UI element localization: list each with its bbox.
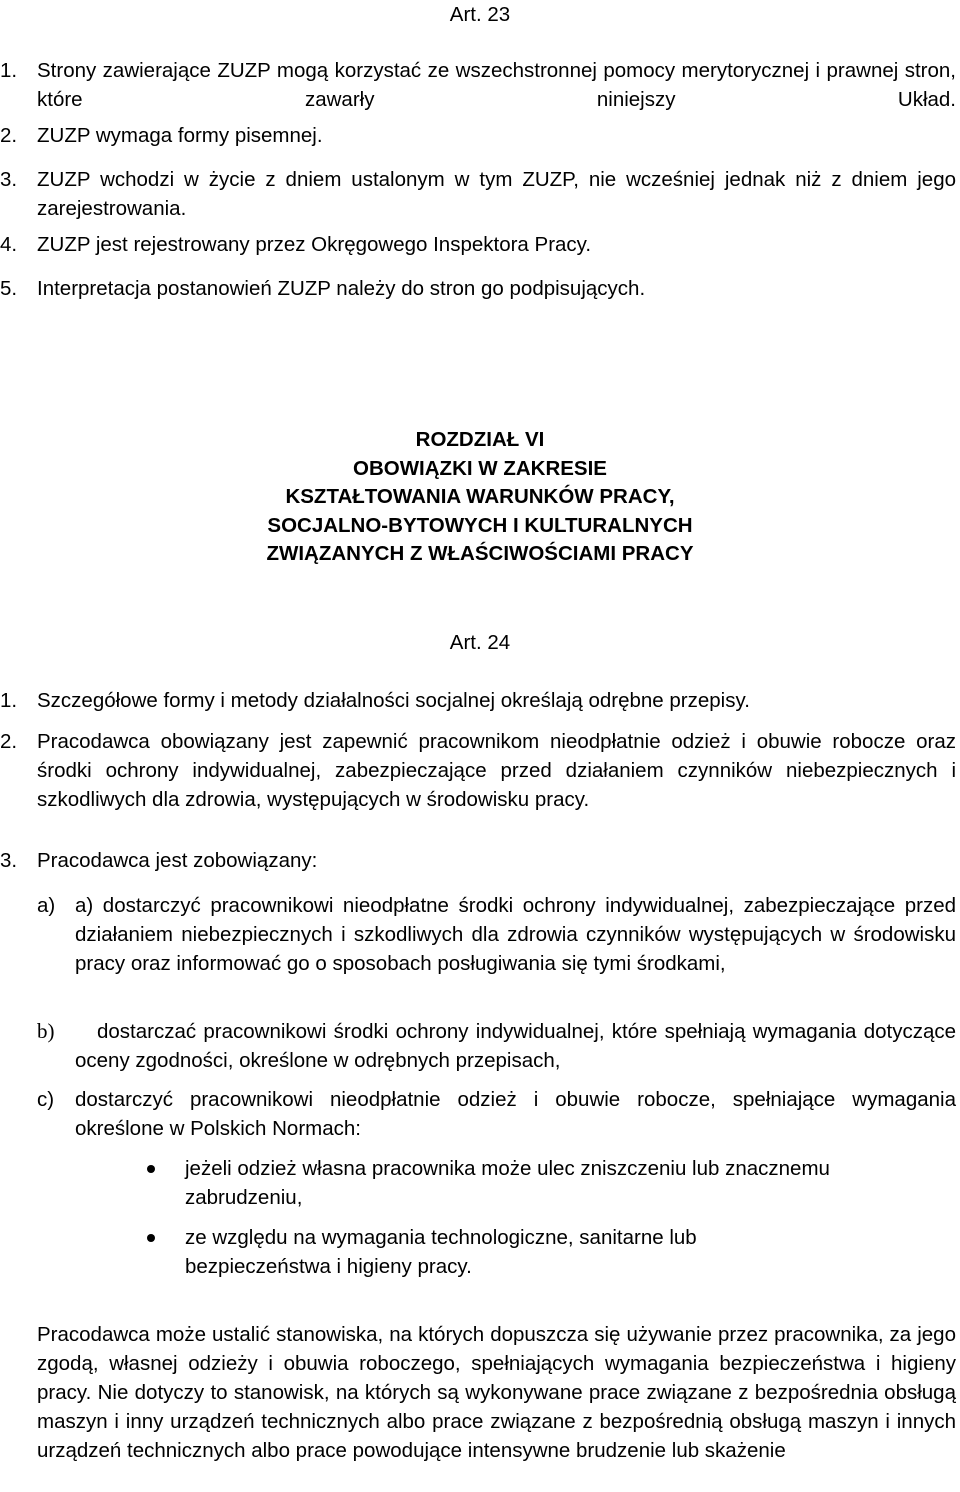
item-text: Pracodawca obowiązany jest zapewnić pracownikom nieodpłatnie odzież i obuwie robocze oraz środki ochrony indywidualnej, zabezpieczające przed działaniem czynników niebezpiecznych i szkodliwych dla zdrowia, występujących w środowisku pracy. <box>37 730 956 811</box>
item-number: 5. <box>0 277 18 300</box>
sub-item-label: a) <box>37 894 56 917</box>
item-text: Interpretacja postanowień ZUZP należy do stron go podpisujących. <box>37 277 646 300</box>
bullet-text: ze względu na wymagania technologiczne, sanitarne lub bezpieczeństwa i higieny pracy. <box>185 1226 697 1278</box>
item-text: Pracodawca jest zobowiązany: <box>37 849 318 872</box>
item-text: Szczegółowe formy i metody działalności socjalnej określają odrębne przepisy. <box>37 689 750 712</box>
chapter-heading-line: SOCJALNO-BYTOWYCH I KULTURALNYCH <box>267 513 693 537</box>
item-number: 2. <box>0 124 18 147</box>
item-number: 3. <box>0 168 18 191</box>
sub-item-text: a) dostarczyć pracownikowi nieodpłatne środki ochrony indywidualnej, zabezpieczające przed działaniem niebezpiecznych i szkodliwych dla zdrowia czynników występujących w środowisku pracy oraz informować go o sposobach posługiwania się tymi środkami, <box>75 894 956 975</box>
sub-item-label: c) <box>37 1088 55 1111</box>
bullet-dot-icon <box>147 1165 155 1173</box>
article-title-24: Art. 24 <box>449 631 511 654</box>
sub-item-text: dostarczyć pracownikowi nieodpłatnie odzież i obuwie robocze, spełniające wymagania określone w Polskich Normach: <box>75 1088 956 1140</box>
item-number: 1. <box>0 59 18 82</box>
chapter-heading-line: KSZTAŁTOWANIA WARUNKÓW PRACY, <box>285 485 675 508</box>
sub-item-text: dostarczać pracownikowi środki ochrony indywidualnej, które spełniają wymagania dotyczące oceny zgodności, określone w odrębnych przepisach, <box>75 1020 956 1072</box>
article-title-23: Art. 23 <box>449 3 511 26</box>
item-text: ZUZP jest rejestrowany przez Okręgowego Inspektora Pracy. <box>37 233 592 256</box>
item-text: Strony zawierające ZUZP mogą korzystać ze wszechstronnej pomocy merytorycznej i prawnej stron, które zawarły niniejszy Układ. <box>37 59 956 111</box>
chapter-heading-line: ZWIĄZANYCH Z WŁAŚCIWOŚCIAMI PRACY <box>266 542 694 565</box>
item-number: 2. <box>0 730 18 753</box>
bullet-dot-icon <box>147 1234 155 1242</box>
item-text: ZUZP wchodzi w życie z dniem ustalonym w tym ZUZP, nie wcześniej jednak niż z dniem jego zarejestrowania. <box>37 168 956 220</box>
item-number: 4. <box>0 233 18 256</box>
item-number: 3. <box>0 849 18 872</box>
item-text: ZUZP wymaga formy pisemnej. <box>37 124 323 147</box>
item-number: 1. <box>0 689 18 712</box>
chapter-heading-line: OBOWIĄZKI W ZAKRESIE <box>353 456 607 480</box>
bullet-text: jeżeli odzież własna pracownika może ulec zniszczeniu lub znacznemu zabrudzeniu, <box>185 1157 830 1209</box>
sub-item-label: b) <box>37 1019 55 1043</box>
chapter-heading <box>0 426 960 569</box>
final-paragraph: Pracodawca może ustalić stanowiska, na których dopuszcza się używanie przez pracownika, za jego zgodą, własnej odzieży i obuwia roboczego, spełniających wymagania bezpieczeństwa i higieny pracy. Nie dotyczy to stanowisk, na których są wykonywane prace związane z bezpośrednia obsługą maszyn i inny urządzeń technicznych albo prace związane z bezpośrednią obsługą maszyn i innych urządzeń technicznych albo prace powodujące intensywne brudzenie lub skażenie <box>37 1323 956 1462</box>
chapter-heading-line: ROZDZIAŁ VI <box>415 428 545 451</box>
